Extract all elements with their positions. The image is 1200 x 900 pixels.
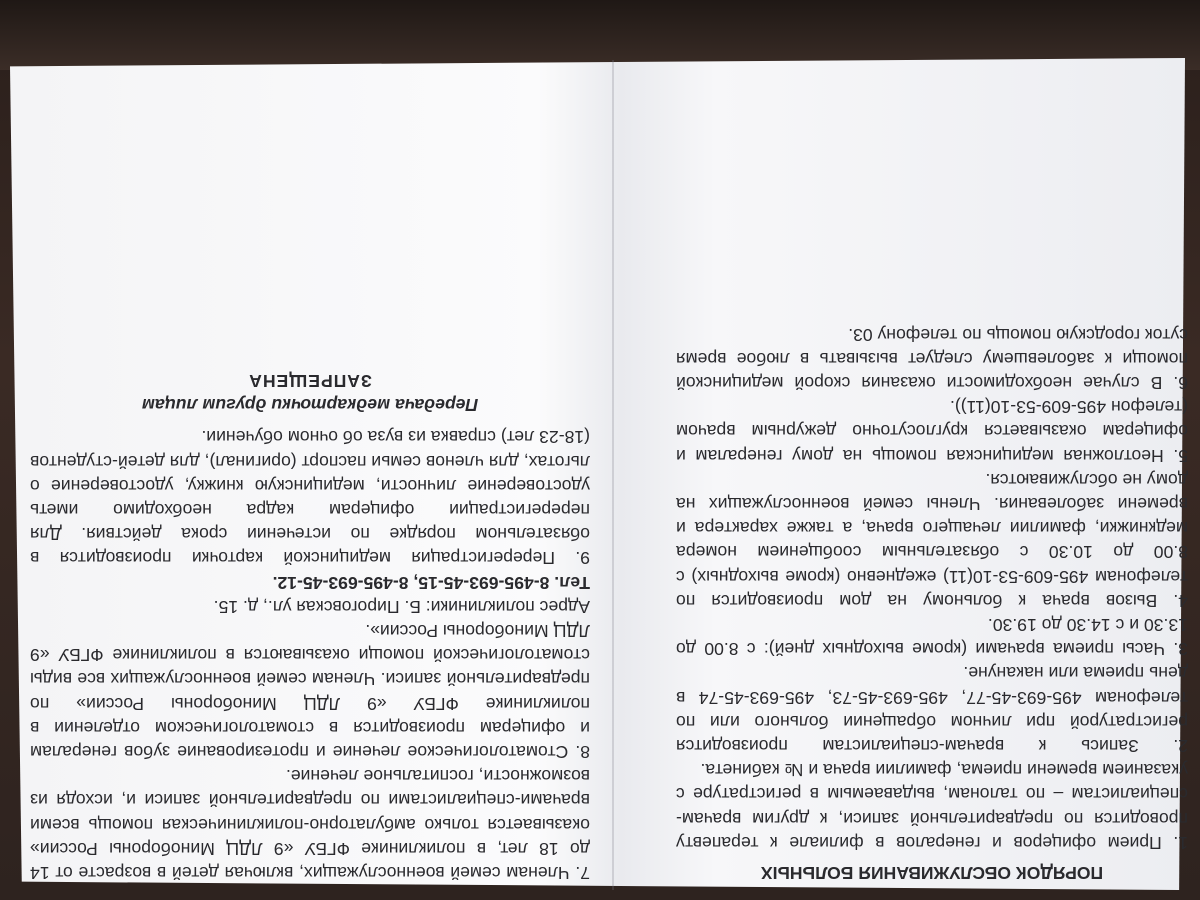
clinic-phones: Тел. 8-495-693-45-15, 8-495-693-45-12.: [272, 572, 590, 593]
paragraph-3: 3. Часы приема врачами (кроме выходных дней): с 8.00 до 13.30 и с 14.30 до 19.30.: [676, 614, 1188, 660]
paragraph-5: 5. Неотложная медицинская помощь на дому генералам и офицерам оказывается круглосуточно дежурным врачом (телефон 495-609-53-10(11)).: [676, 397, 1188, 466]
clinic-address: Адрес поликлиники: Б. Пироговская ул., д. 15.: [213, 596, 590, 617]
paragraph-6: 6. В случае необходимости оказания скорой медицинской помощи к заболевшему следует вызывать в любое время суток городскую помощь по телефону 03.: [676, 324, 1188, 393]
right-column: [30, 369, 590, 885]
document-title: ПОРЯДОК ОБСЛУЖИВАНИЯ БОЛЬНЫХ: [760, 863, 1104, 883]
left-column: [676, 322, 1188, 885]
paragraph-1: 1. Прием офицеров и генералов в филиале к терапевту проводится по предварительной записи, к другим врачам-специалистам – по талонам, выдаваемым в регистратуре с указанием времени приема, фамилии врача и № кабинета.: [676, 760, 1188, 853]
paragraph-8: 8. Стоматологическое лечение и протезирование зубов генералам и офицерам производится в стоматологическом отделении в поликлинике ФГБУ «9 ЛДЦ Минобороны России» по предварительной записи. Членам семей военнослужащих все виды стоматологической помощи оказываются в поликлинике ФГБУ «9 ЛДЦ Минобороны России».: [30, 620, 590, 762]
paragraph-7: 7. Членам семей военнослужащих, включая детей в возрасте от 14 до 18 лет, в поликлинике ФГБУ «9 ЛДЦ Минобороны России» оказывается только амбулаторно-поликлиническая помощь всеми врачами-специалистами по предварительной записи и, исходя из возможности, госпитальное лечение.: [30, 766, 590, 883]
notice-line-2: ЗАПРЕЩЕНА: [248, 370, 372, 391]
notice-line-1: Передача медкарточки другим лицам: [141, 395, 479, 416]
paragraph-4: 4. Вызов врача к больному на дом производится по телефонам 495-609-53-10(11) ежедневно (кроме выходных) с 8.00 до 10.30 с обязательным сообщением номера медкнижки, фамилии лечащего врача, а также характера и времени заболевания. Члены семей военнослужащих на дому не обслуживаются.: [676, 469, 1188, 611]
paragraph-9: 9. Перерегистрация медицинской карточки производится в обязательном порядке по истечении срока действия. Для перерегистрации офицерам кадра необходимо иметь удостоверение личности, медицинскую книжку, удостоверение о льготах, для членов семьи паспорт (оригинал), для детей-студентов (18-23 лет) справка из вуза об очном обучении.: [30, 427, 590, 569]
paragraph-2: 2. Запись к врачам-специалистам производится регистратурой при личном обращении больного или по телефонам 495-693-45-77, 495-693-45-73, 495-693-45-74 в день приема или накануне.: [676, 663, 1188, 756]
